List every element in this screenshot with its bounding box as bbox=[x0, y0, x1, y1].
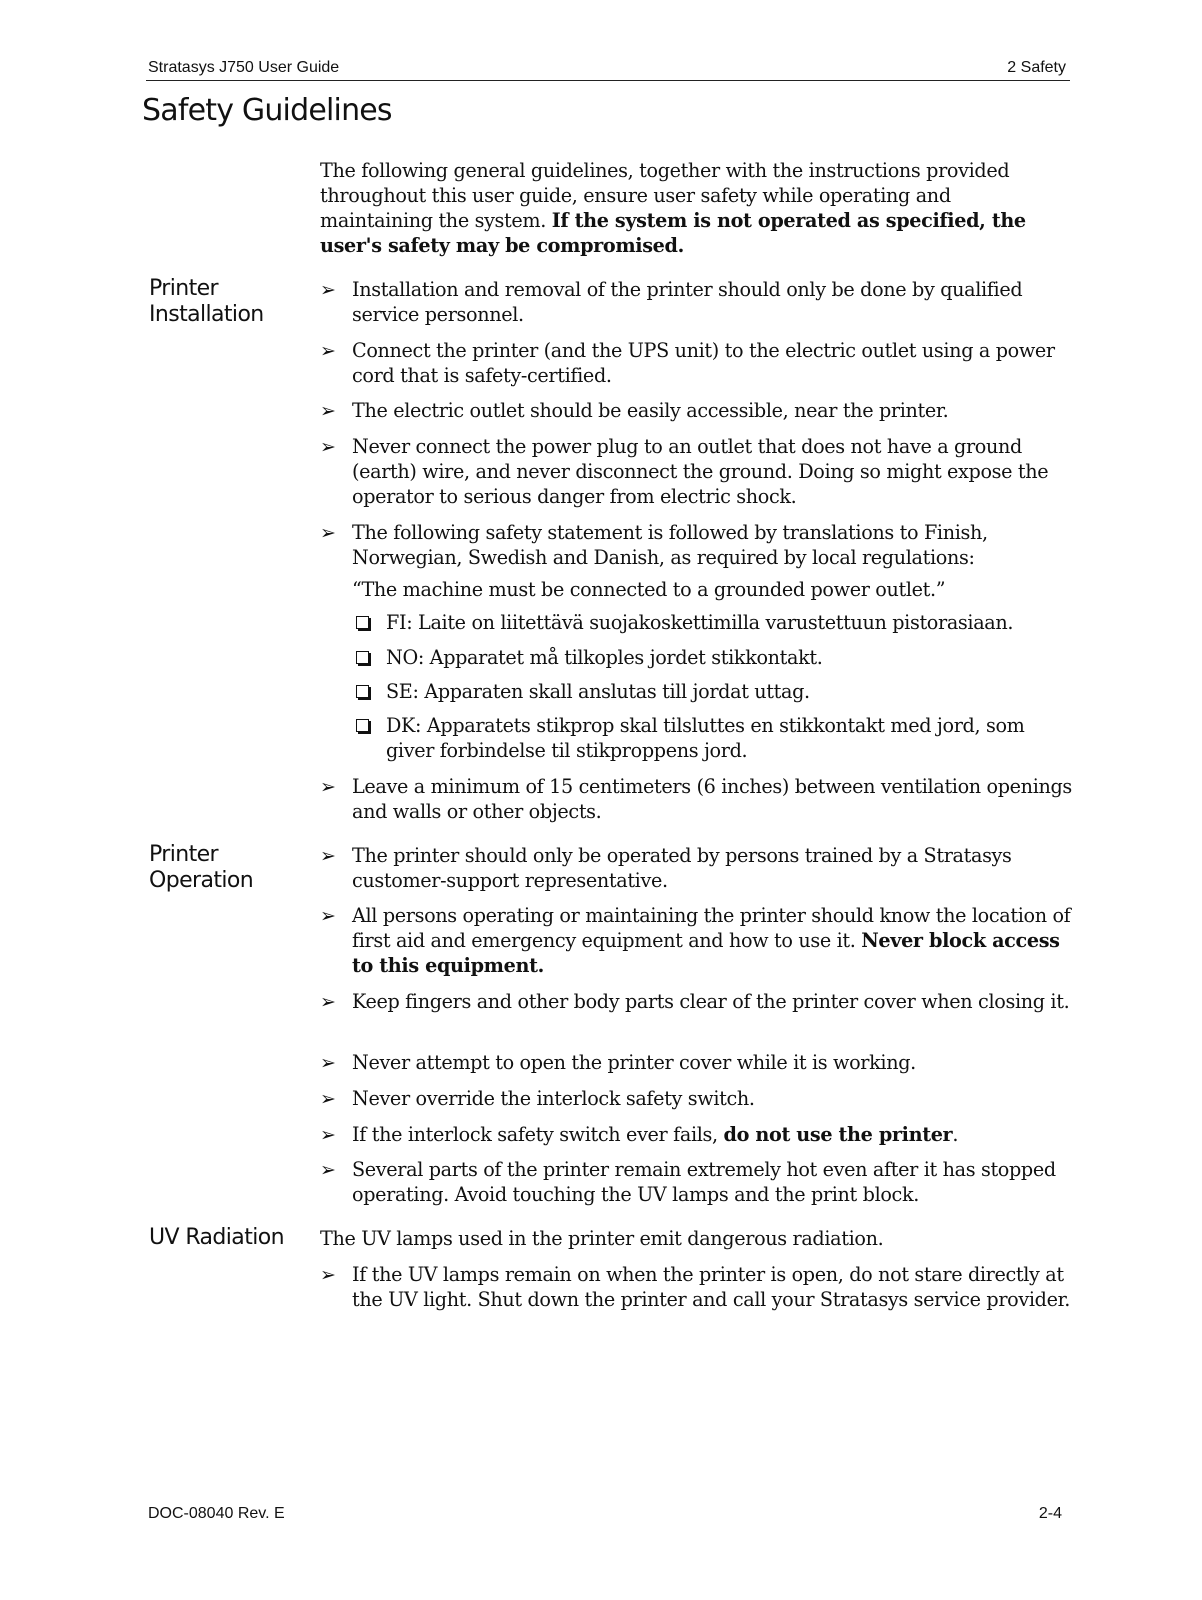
arrow-bullet-icon: ➢ bbox=[320, 521, 336, 544]
footer-page-number: 2-4 bbox=[1038, 1505, 1062, 1522]
list-item-text: Installation and removal of the printer should only be done by qualified service personnel. bbox=[352, 278, 1023, 326]
footer-doc-number: DOC-08040 Rev. E bbox=[148, 1505, 285, 1522]
list-item bbox=[320, 774, 1072, 824]
intro-paragraph bbox=[320, 158, 1060, 258]
section-label-uv: UV Radiation bbox=[149, 1225, 284, 1250]
translation-text: SE: Apparaten skall anslutas till jordat uttag. bbox=[386, 680, 810, 703]
list-item bbox=[320, 277, 1072, 327]
list-item-text: Leave a minimum of 15 centimeters (6 inches) between ventilation openings and walls or other objects. bbox=[352, 775, 1072, 823]
checkbox-bullet-icon bbox=[356, 685, 369, 698]
emphasis-text: do not use the printer bbox=[723, 1123, 953, 1146]
list-item-text: Several parts of the printer remain extremely hot even after it has stopped operating. Avoid touching the UV lamps and the print block. bbox=[352, 1158, 1056, 1206]
section-label-operation bbox=[149, 842, 253, 894]
checkbox-bullet-icon bbox=[356, 616, 369, 629]
translation-item bbox=[356, 610, 1072, 635]
list-item bbox=[320, 1122, 1072, 1147]
list-item-text: Never attempt to open the printer cover while it is working. bbox=[352, 1051, 916, 1074]
label-line: Printer bbox=[149, 276, 218, 301]
list-item bbox=[320, 843, 1072, 893]
translation-item bbox=[356, 713, 1072, 763]
list-item-text: The electric outlet should be easily accessible, near the printer. bbox=[352, 399, 949, 422]
arrow-bullet-icon: ➢ bbox=[320, 339, 336, 362]
intro-text: The following general guidelines, together with the instructions provided throughout this user guide, ensure user safety while operating and maintaining the system. bbox=[320, 159, 1010, 232]
list-item bbox=[320, 434, 1072, 509]
arrow-bullet-icon: ➢ bbox=[320, 844, 336, 867]
arrow-bullet-icon: ➢ bbox=[320, 435, 336, 458]
emphasis-text: Never block access to this equipment. bbox=[352, 929, 1060, 977]
list-item bbox=[320, 398, 1072, 423]
list-item-text: Never override the interlock safety switch. bbox=[352, 1087, 755, 1110]
list-item bbox=[320, 1086, 1072, 1111]
list-item bbox=[320, 903, 1072, 978]
arrow-bullet-icon: ➢ bbox=[320, 775, 336, 798]
arrow-bullet-icon: ➢ bbox=[320, 399, 336, 422]
list-item-text: If the UV lamps remain on when the printer is open, do not stare directly at the UV light. Shut down the printer and call your Stratasys service provider. bbox=[352, 1263, 1071, 1311]
list-item-text: If the interlock safety switch ever fails, do not use the printer. bbox=[352, 1123, 959, 1146]
arrow-bullet-icon: ➢ bbox=[320, 1123, 336, 1146]
checkbox-bullet-icon bbox=[356, 719, 369, 732]
arrow-bullet-icon: ➢ bbox=[320, 278, 336, 301]
translation-item bbox=[356, 679, 1072, 704]
list-item-text: All persons operating or maintaining the printer should know the location of first aid and emergency equipment and how to use it. Never block access to this equipment. bbox=[352, 904, 1071, 977]
arrow-bullet-icon: ➢ bbox=[320, 1051, 336, 1074]
list-item bbox=[320, 1050, 1072, 1075]
section-label-installation bbox=[149, 276, 264, 328]
list-item-text: Keep fingers and other body parts clear of the printer cover when closing it. bbox=[352, 990, 1070, 1013]
arrow-bullet-icon: ➢ bbox=[320, 990, 336, 1013]
arrow-bullet-icon: ➢ bbox=[320, 904, 336, 927]
page-title: Safety Guidelines bbox=[142, 93, 392, 128]
checkbox-bullet-icon bbox=[356, 651, 369, 664]
intro-warning: If the system is not operated as specified, the user's safety may be compromised. bbox=[320, 209, 1026, 257]
list-item bbox=[320, 1262, 1072, 1312]
list-item-text: The following safety statement is followed by translations to Finish, Norwegian, Swedish and Danish, as required by local regulations: bbox=[352, 521, 988, 569]
header-doc-title: Stratasys J750 User Guide bbox=[148, 59, 340, 76]
list-item bbox=[320, 338, 1072, 388]
label-line: Installation bbox=[149, 302, 264, 327]
arrow-bullet-icon: ➢ bbox=[320, 1263, 336, 1286]
list-item bbox=[320, 520, 1072, 570]
translation-text: FI: Laite on liitettävä suojakoskettimilla varustettuun pistorasiaan. bbox=[386, 611, 1014, 634]
list-item-text: Connect the printer (and the UPS unit) to the electric outlet using a power cord that is safety-certified. bbox=[352, 339, 1055, 387]
list-item-text: Never connect the power plug to an outlet that does not have a ground (earth) wire, and never disconnect the ground. Doing so might expose the operator to serious danger from electric shock. bbox=[352, 435, 1049, 508]
translation-text: DK: Apparatets stikprop skal tilsluttes en stikkontakt med jord, som giver forbindelse til stikproppens jord. bbox=[386, 714, 1025, 762]
list-item bbox=[320, 989, 1072, 1014]
header-chapter: 2 Safety bbox=[1007, 59, 1066, 76]
uv-intro: The UV lamps used in the printer emit dangerous radiation. bbox=[320, 1227, 884, 1250]
label-line: Printer bbox=[149, 842, 218, 867]
arrow-bullet-icon: ➢ bbox=[320, 1158, 336, 1181]
translation-item bbox=[356, 645, 1072, 670]
translation-text: NO: Apparatet må tilkoples jordet stikkontakt. bbox=[386, 646, 823, 669]
list-item bbox=[320, 1157, 1072, 1207]
list-item-text: The printer should only be operated by persons trained by a Stratasys customer-support representative. bbox=[352, 844, 1012, 892]
label-line: Operation bbox=[149, 868, 254, 893]
page-header bbox=[146, 58, 1070, 81]
safety-statement-quote: “The machine must be connected to a grounded power outlet.” bbox=[352, 578, 946, 601]
arrow-bullet-icon: ➢ bbox=[320, 1087, 336, 1110]
